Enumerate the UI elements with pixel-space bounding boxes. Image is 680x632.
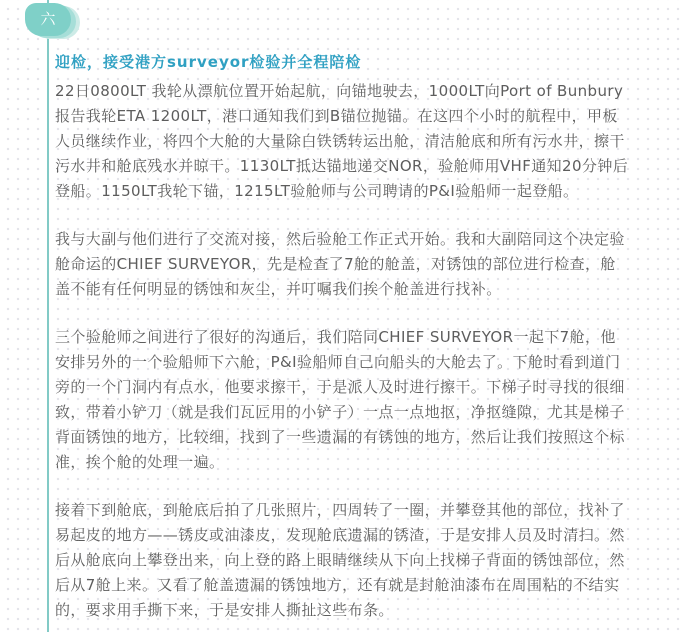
paragraph-tank-top [55, 498, 665, 623]
text-line: 污水井和舱底残水并晾干。1130LT抵达锚地递交NOR，验舱师用VHF通知20分钟后 [55, 157, 629, 175]
text-line: 盖不能有任何明显的锈蚀和灰尘，并叮嘱我们挨个舱盖进行找补。 [55, 280, 502, 298]
section-title: 迎检，接受港方surveyor检验并全程陪检 [55, 53, 362, 71]
paragraph-hatch-cover-check [55, 227, 665, 302]
text-line: 准，挨个舱的处理一遍。 [55, 453, 225, 471]
text-line: 人员继续作业，将四个大舱的大量除白铁锈转运出舱，清洁舱底和所有污水井，擦干 [55, 132, 625, 150]
text-line: 致，带着小铲刀（就是我们瓦匠用的小铲子）一点一点地抠，净抠缝隙，尤其是梯子 [55, 403, 625, 421]
text-line: 后从7舱上来。又看了舱盖遗漏的锈蚀地方，还有就是封舱油漆布在周围粘的不结实 [55, 576, 620, 594]
text-line: 三个验舱师之间进行了很好的沟通后，我们陪同CHIEF SURVEYOR一起下7舱，他 [55, 328, 616, 346]
section-number-badge [25, 3, 85, 43]
section-number: 六 [40, 10, 56, 28]
text-line: 报告我轮ETA 1200LT，港口通知我们到B锚位抛锚。在这四个小时的航程中，甲板 [55, 107, 618, 125]
text-line: 背面锈蚀的地方，比较细，找到了一些遗漏的有锈蚀的地方，然后让我们按照这个标 [55, 428, 625, 446]
text-line: 的，要求用手撕下来，于是安排人撕扯这些布条。 [55, 601, 394, 619]
text-line: 舱命运的CHIEF SURVEYOR，先是检查了7舱的舱盖，对锈蚀的部位进行检查，舱 [55, 255, 616, 273]
text-line: 旁的一个门洞内有点水，他要求擦干，于是派人及时进行擦干。下梯子时寻找的很细 [55, 378, 625, 396]
text-line: 22日0800LT 我轮从漂航位置开始起航，向锚地驶去，1000LT向Port of Bunbury [55, 82, 624, 100]
paragraph-arrival [55, 79, 665, 204]
text-line: 接着下到舱底，到舱底后拍了几张照片，四周转了一圈，并攀登其他的部位，找补了 [55, 501, 625, 519]
text-line: 安排另外的一个验船师下六舱，P&I验船师自己向船头的大舱去了。下舱时看到道门 [55, 353, 621, 371]
text-line: 后从舱底向上攀登出来，向上登的路上眼睛继续从下向上找梯子背面的锈蚀部位，然 [55, 551, 625, 569]
text-line: 我与大副与他们进行了交流对接，然后验舱工作正式开始。我和大副陪同这个决定验 [55, 230, 625, 248]
text-line: 登船。1150LT我轮下锚，1215LT验舱师与公司聘请的P&I验船师一起登船。 [55, 182, 579, 200]
text-line: 易起皮的地方——锈皮或油漆皮，发现舱底遗漏的锈渣，于是安排人员及时清扫。然 [55, 526, 625, 544]
paragraph-hold-inspection [55, 325, 665, 475]
badge-shape [25, 3, 71, 36]
article-content [55, 50, 665, 623]
timeline-line [47, 0, 49, 632]
